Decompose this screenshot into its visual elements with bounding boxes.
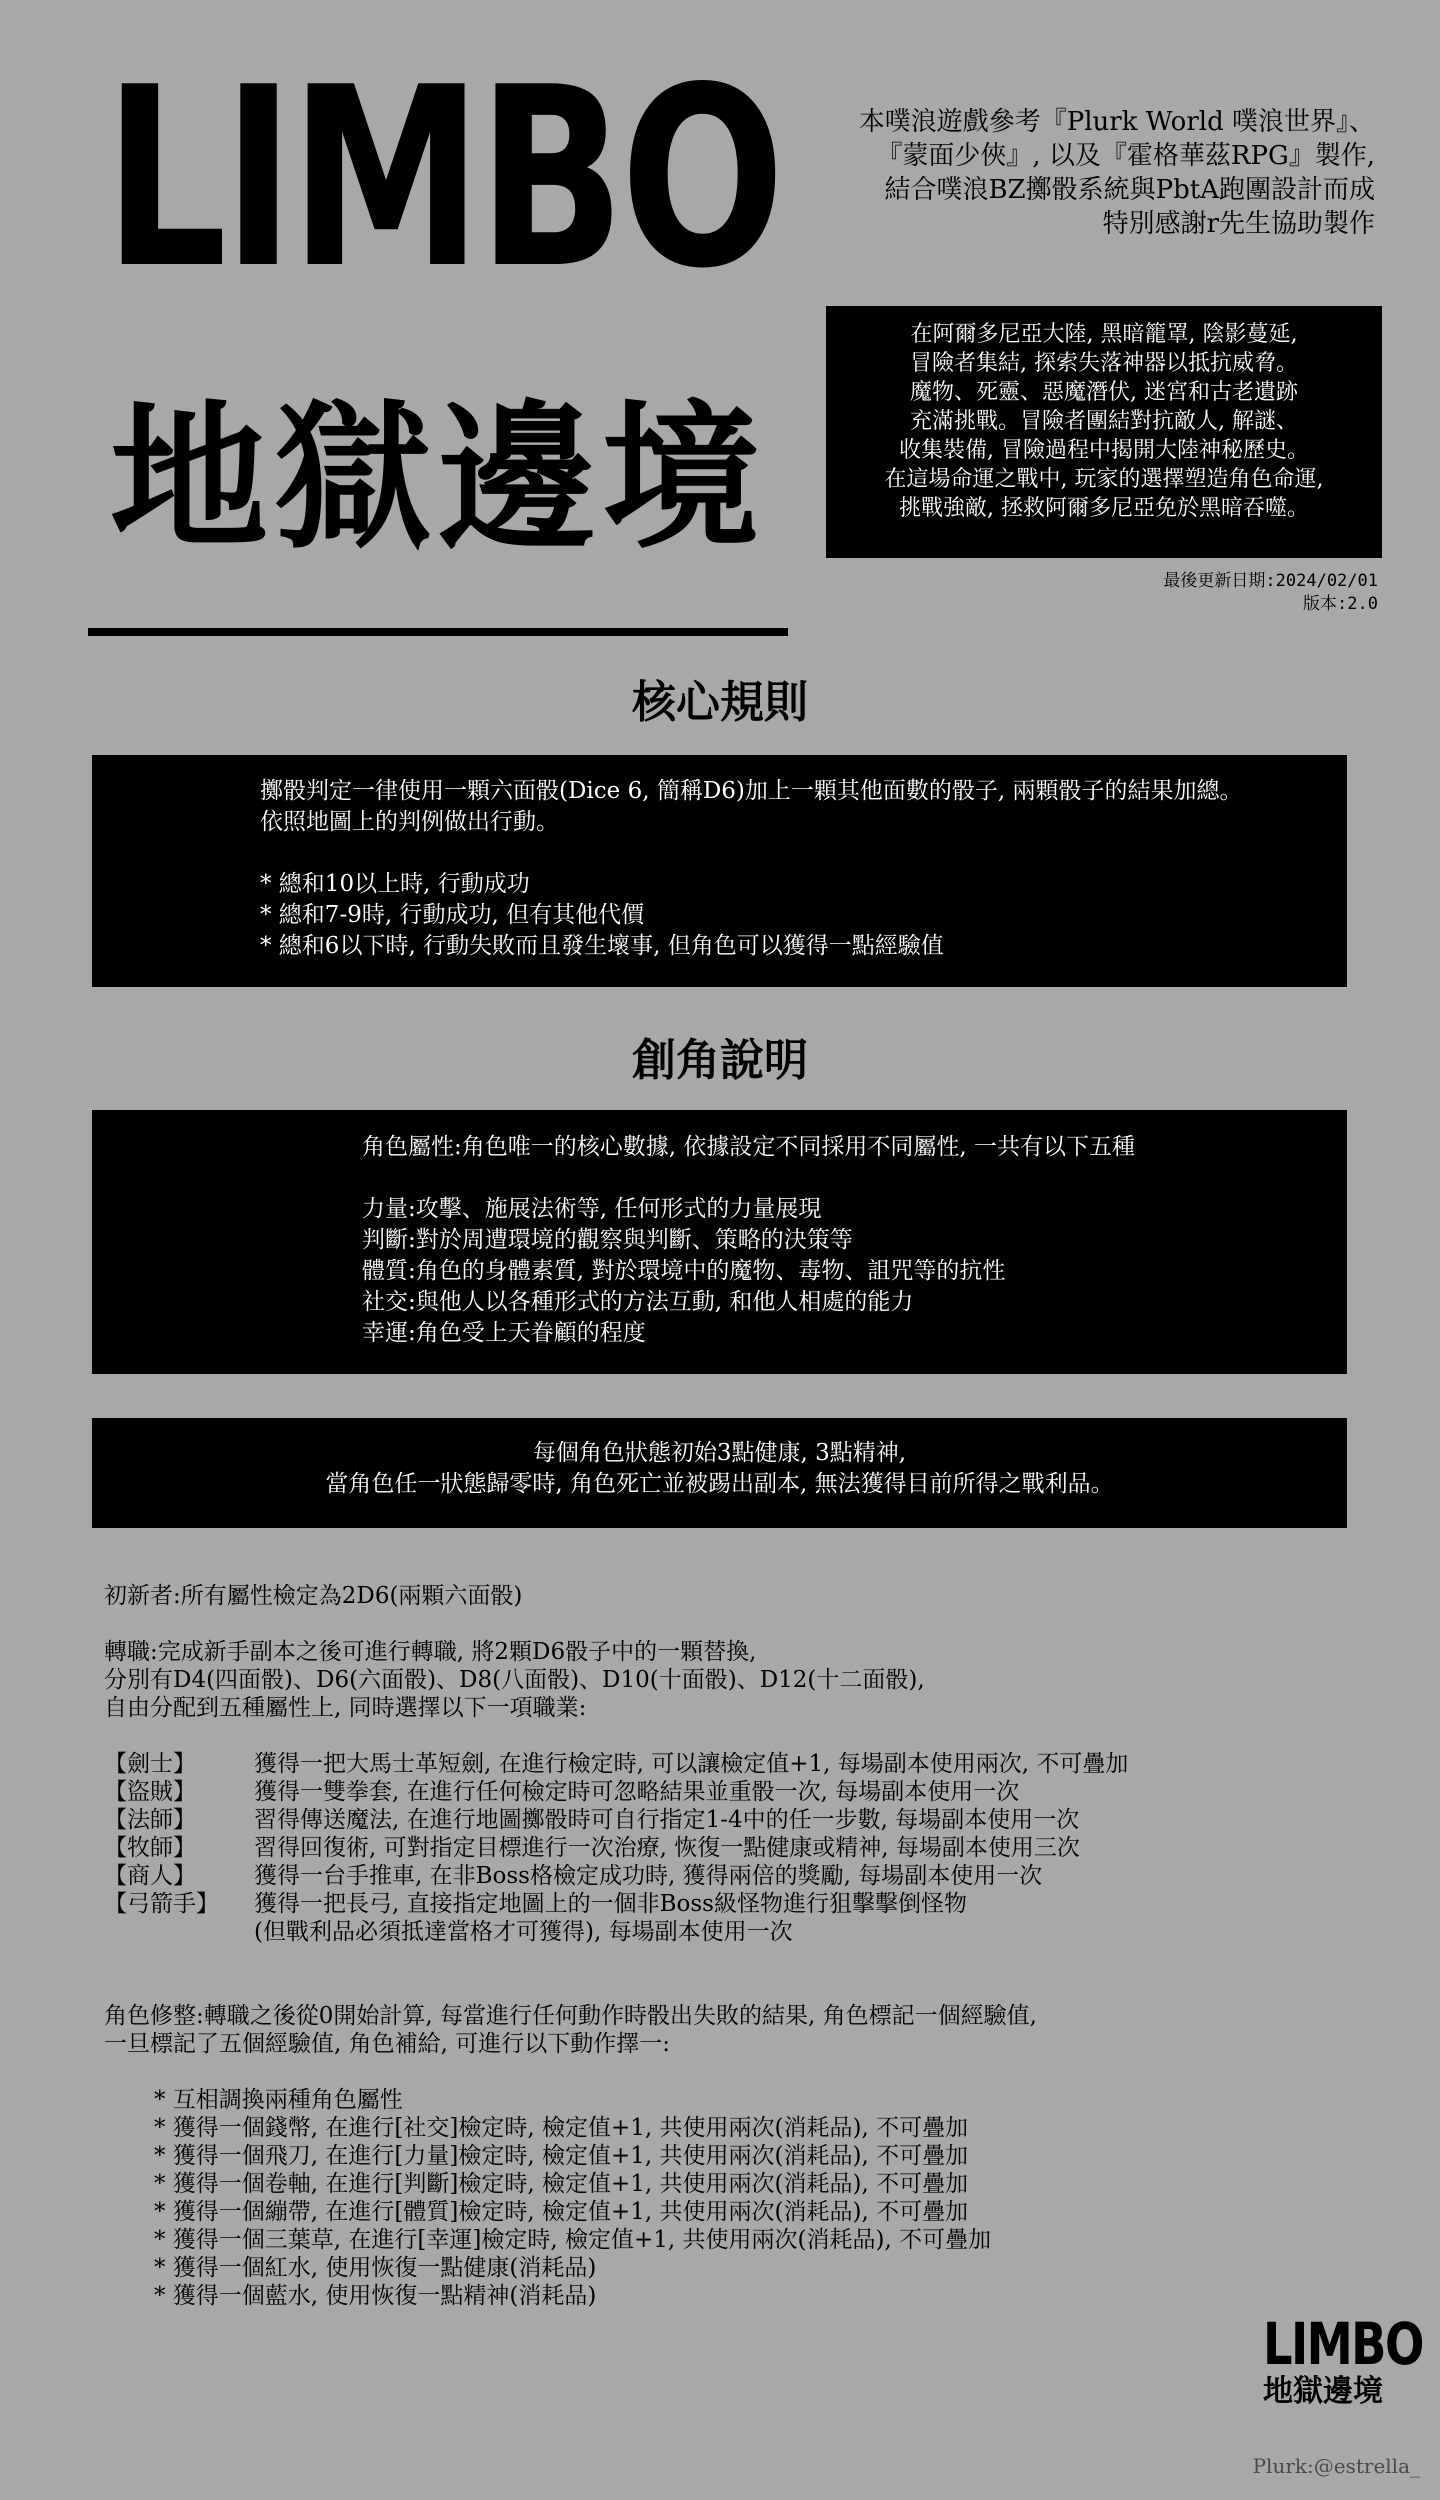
novice-line: 初新者:所有屬性檢定為2D6(兩顆六面骰) — [104, 1583, 523, 1609]
story-blurb — [826, 306, 1382, 558]
growth-option: * 獲得一個三葉草, 在進行[幸運]檢定時, 檢定值+1, 共使用兩次(消耗品), 不可疊加 — [154, 2227, 992, 2253]
rule-line — [260, 838, 1347, 869]
title-divider — [88, 628, 788, 636]
rule-line: * 總和6以下時, 行動失敗而且發生壞事, 但角色可以獲得一點經驗值 — [260, 933, 944, 959]
job-desc: 習得回復術, 可對指定目標進行一次治療, 恢復一點健康或精神, 每場副本使用三次 — [254, 1835, 1080, 1861]
job-desc: 獲得一把長弓, 直接指定地圖上的一個非Boss級怪物進行狙擊擊倒怪物 — [254, 1891, 967, 1917]
footer-logo-title: LIMBO — [1262, 2310, 1423, 2378]
credits-line: 結合噗浪BZ擲骰系統與PbtA跑團設計而成 — [884, 175, 1375, 205]
footer-logo-subtitle: 地獄邊境 — [1263, 2374, 1383, 2409]
rule-line: 擲骰判定一律使用一顆六面骰(Dice 6, 簡稱D6)加上一顆其他面數的骰子, 兩顆骰子的結果加總。 — [260, 778, 1243, 804]
rule-line: 依照地圖上的判例做出行動。 — [260, 809, 559, 835]
job-name: 【牧師】 — [104, 1835, 196, 1861]
job-desc: 習得傳送魔法, 在進行地圖擲骰時可自行指定1-4中的任一步數, 每場副本使用一次 — [254, 1807, 1080, 1833]
attribute-line: 力量:攻擊、施展法術等, 任何形式的力量展現 — [362, 1196, 822, 1222]
credits-line: 『蒙面少俠』, 以及『霍格華茲RPG』製作, — [876, 141, 1375, 171]
job-row-priest — [104, 1834, 1128, 1862]
version: 版本:2.0 — [1303, 594, 1378, 614]
blurb-line: 挑戰強敵, 拯救阿爾多尼亞免於黑暗吞噬。 — [899, 496, 1309, 521]
job-name: 【法師】 — [104, 1807, 196, 1833]
details-section — [104, 1582, 1128, 2310]
logo-subtitle: 地獄邊境 — [110, 386, 766, 571]
growth-options — [104, 2086, 1128, 2310]
growth-option: * 獲得一個紅水, 使用恢復一點健康(消耗品) — [154, 2255, 597, 2281]
status-line: 每個角色狀態初始3點健康, 3點精神, — [532, 1440, 907, 1466]
blurb-line: 魔物、死靈、惡魔潛伏, 迷宮和古老遺跡 — [910, 380, 1298, 405]
job-name: 【商人】 — [104, 1863, 196, 1889]
attribute-line: 判斷:對於周遭環境的觀察與判斷、策略的決策等 — [362, 1227, 853, 1253]
version-info — [1163, 570, 1378, 616]
status-line: 當角色任一狀態歸零時, 角色死亡並被踢出副本, 無法獲得目前所得之戰利品。 — [325, 1471, 1114, 1497]
attribute-line: 社交:與他人以各種形式的方法互動, 和他人相處的能力 — [362, 1289, 914, 1315]
growth-option: * 獲得一個飛刀, 在進行[力量]檢定時, 檢定值+1, 共使用兩次(消耗品), 不可疊加 — [154, 2143, 969, 2169]
attributes-box — [92, 1110, 1347, 1374]
blurb-line: 收集裝備, 冒險過程中揭開大陸神秘歷史。 — [899, 438, 1309, 463]
job-desc: 獲得一雙拳套, 在進行任何檢定時可忽略結果並重骰一次, 每場副本使用一次 — [254, 1779, 1020, 1805]
growth-line: 角色修整:轉職之後從0開始計算, 每當進行任何動作時骰出失敗的結果, 角色標記一個經驗值, — [104, 2003, 1037, 2029]
job-name — [104, 1918, 254, 1946]
job-row-archer-cont — [104, 1918, 1128, 1946]
credits — [775, 105, 1375, 241]
attribute-line: 角色屬性:角色唯一的核心數據, 依據設定不同採用不同屬性, 一共有以下五種 — [362, 1134, 1135, 1160]
blurb-line: 在這場命運之戰中, 玩家的選擇塑造角色命運, — [884, 467, 1324, 492]
core-rules-title: 核心規則 — [632, 677, 808, 728]
job-name: 【弓箭手】 — [104, 1891, 219, 1917]
growth-line: 一旦標記了五個經驗值, 角色補給, 可進行以下動作擇一: — [104, 2031, 670, 2057]
author-handle: Plurk:@estrella_ — [1252, 2454, 1420, 2478]
rule-line: * 總和10以上時, 行動成功 — [260, 871, 530, 897]
blurb-line: 冒險者集結, 探索失落神器以抵抗威脅。 — [910, 351, 1298, 376]
job-desc: (但戰利品必須抵達當格才可獲得), 每場副本使用一次 — [254, 1919, 793, 1945]
growth-option: * 獲得一個繃帶, 在進行[體質]檢定時, 檢定值+1, 共使用兩次(消耗品), 不可疊加 — [154, 2199, 969, 2225]
blurb-line: 充滿挑戰。冒險者團結對抗敵人, 解謎、 — [910, 409, 1298, 434]
credits-line: 本噗浪遊戲參考『Plurk World 噗浪世界』、 — [858, 107, 1375, 137]
job-row-archer — [104, 1890, 1128, 1918]
job-row-mage — [104, 1806, 1128, 1834]
job-desc: 獲得一台手推車, 在非Boss格檢定成功時, 獲得兩倍的獎勵, 每場副本使用一次 — [254, 1863, 1043, 1889]
blurb-line: 在阿爾多尼亞大陸, 黑暗籠罩, 陰影蔓延, — [910, 322, 1298, 347]
job-name: 【盜賊】 — [104, 1779, 196, 1805]
job-row-thief — [104, 1778, 1128, 1806]
status-box — [92, 1418, 1347, 1528]
core-rules-box — [92, 755, 1347, 987]
class-change-line: 轉職:完成新手副本之後可進行轉職, 將2顆D6骰子中的一顆替換, — [104, 1639, 757, 1665]
credits-line: 特別感謝r先生協助製作 — [1102, 209, 1375, 239]
attribute-line: 體質:角色的身體素質, 對於環境中的魔物、毒物、詛咒等的抗性 — [362, 1258, 1006, 1284]
job-row-merchant — [104, 1862, 1128, 1890]
class-change-line: 分別有D4(四面骰)、D6(六面骰)、D8(八面骰)、D10(十面骰)、D12(十二面骰), — [104, 1667, 925, 1693]
growth-option: * 獲得一個錢幣, 在進行[社交]檢定時, 檢定值+1, 共使用兩次(消耗品), 不可疊加 — [154, 2115, 969, 2141]
footer-logo — [1243, 2310, 1423, 2410]
character-creation-title: 創角說明 — [632, 1035, 808, 1086]
logo-title: LIMBO — [104, 35, 781, 323]
attribute-line — [362, 1163, 1347, 1194]
job-row-swordsman — [104, 1750, 1128, 1778]
job-name: 【劍士】 — [104, 1751, 196, 1777]
class-change-line: 自由分配到五種屬性上, 同時選擇以下一項職業: — [104, 1695, 587, 1721]
rule-line: * 總和7-9時, 行動成功, 但有其他代價 — [260, 902, 645, 928]
growth-option: * 獲得一個卷軸, 在進行[判斷]檢定時, 檢定值+1, 共使用兩次(消耗品), 不可疊加 — [154, 2171, 969, 2197]
last-updated: 最後更新日期:2024/02/01 — [1163, 571, 1378, 591]
attribute-line: 幸運:角色受上天眷顧的程度 — [362, 1320, 646, 1346]
growth-option: * 獲得一個藍水, 使用恢復一點精神(消耗品) — [154, 2283, 597, 2309]
job-desc: 獲得一把大馬士革短劍, 在進行檢定時, 可以讓檢定值+1, 每場副本使用兩次, 不可疊加 — [254, 1751, 1129, 1777]
growth-option: * 互相調換兩種角色屬性 — [154, 2087, 403, 2113]
